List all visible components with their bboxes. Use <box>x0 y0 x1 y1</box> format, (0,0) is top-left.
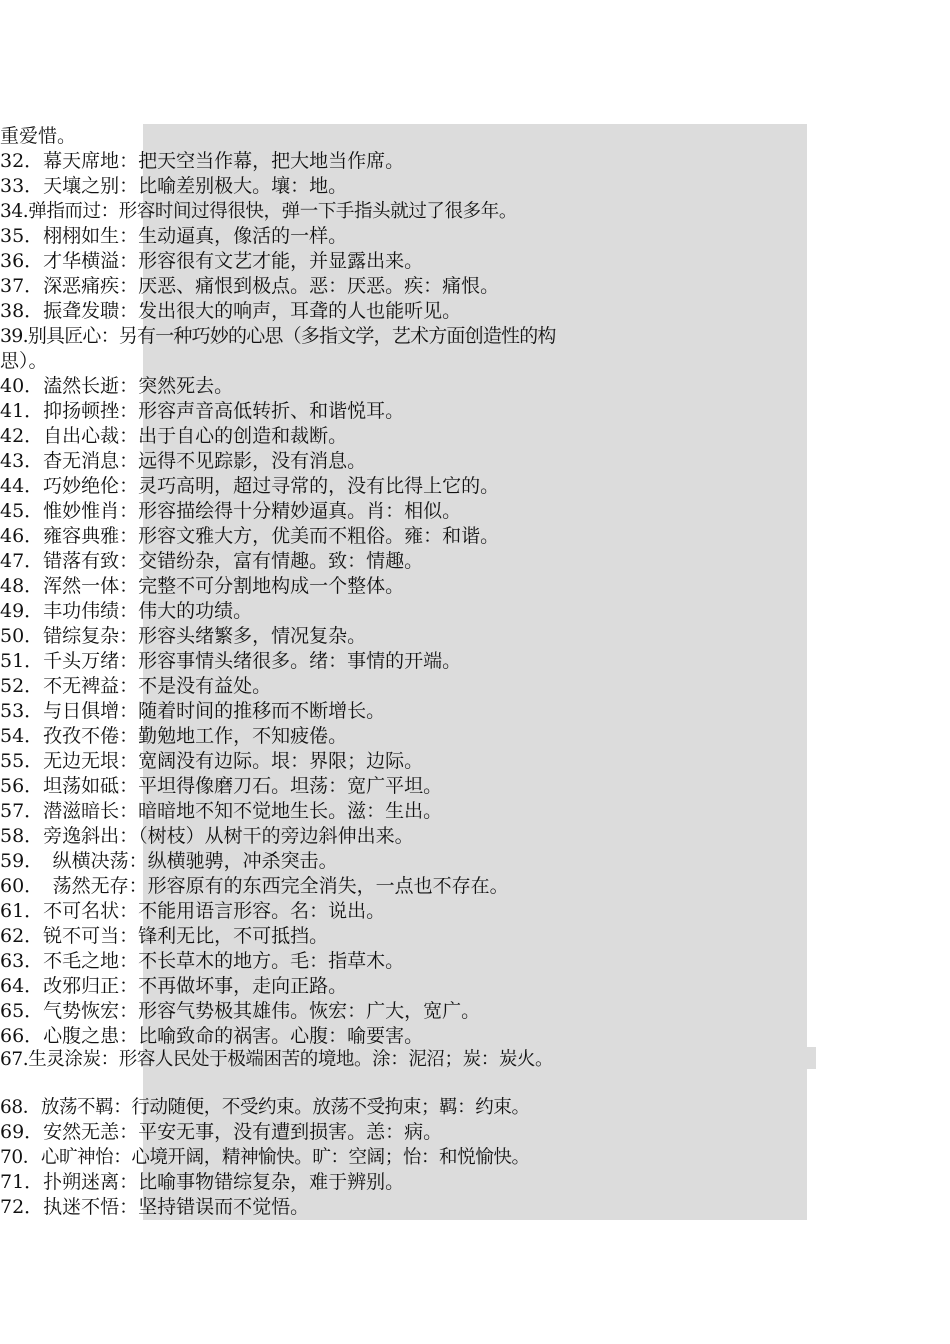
text-line: 69．安然无恙：平安无事，没有遭到损害。恙：病。 <box>0 1121 443 1143</box>
text-line: 40．溘然长逝：突然死去。 <box>0 375 234 397</box>
text-line: 66．心腹之患：比喻致命的祸害。心腹：喻要害。 <box>0 1025 424 1047</box>
text-line: 70．心旷神怡：心境开阔，精神愉快。旷：空阔；怡：和悦愉快。 <box>0 1147 530 1168</box>
text-line: 49．丰功伟绩：伟大的功绩。 <box>0 600 253 622</box>
text-line: 67.生灵涂炭：形容人民处于极端困苦的境地。涂：泥沼；炭：炭火。 <box>0 1049 554 1070</box>
text-line: 62．锐不可当：锋利无比，不可抵挡。 <box>0 925 329 947</box>
text-line: 55．无边无垠：宽阔没有边际。垠：界限；边际。 <box>0 750 424 772</box>
text-line: 重爱惜。 <box>0 125 77 147</box>
text-line: 53．与日俱增：随着时间的推移而不断增长。 <box>0 700 386 722</box>
text-line: 54．孜孜不倦：勤勉地工作，不知疲倦。 <box>0 725 348 747</box>
text-line: 60． 荡然无存：形容原有的东西完全消失，一点也不存在。 <box>0 875 509 897</box>
text-line: 37．深恶痛疾：厌恶、痛恨到极点。恶：厌恶。疾：痛恨。 <box>0 275 500 297</box>
text-line: 45．惟妙惟肖：形容描绘得十分精妙逼真。肖：相似。 <box>0 500 462 522</box>
text-line: 68．放荡不羁：行动随便，不受约束。放荡不受拘束；羁：约束。 <box>0 1097 530 1118</box>
text-line: 59． 纵横决荡：纵横驰骋，冲杀突击。 <box>0 850 338 872</box>
text-line: 35．栩栩如生：生动逼真，像活的一样。 <box>0 225 348 247</box>
text-line: 63．不毛之地：不长草木的地方。毛：指草木。 <box>0 950 405 972</box>
text-line: 48．浑然一体：完整不可分割地构成一个整体。 <box>0 575 405 597</box>
text-line: 71．扑朔迷离：比喻事物错综复杂，难于辨别。 <box>0 1171 405 1193</box>
text-line: 39.别具匠心：另有一种巧妙的心思（多指文学，艺术方面创造性的构 <box>0 325 556 347</box>
text-line: 72．执迷不悟：坚持错误而不觉悟。 <box>0 1196 310 1218</box>
text-line: 33．天壤之别：比喻差别极大。壤：地。 <box>0 175 348 197</box>
text-line: 44．巧妙绝伦：灵巧高明，超过寻常的，没有比得上它的。 <box>0 475 500 497</box>
text-line: 41．抑扬顿挫：形容声音高低转折、和谐悦耳。 <box>0 400 405 422</box>
text-line: 47．错落有致：交错纷杂，富有情趣。致：情趣。 <box>0 550 424 572</box>
text-line: 58．旁逸斜出：（树枝）从树干的旁边斜伸出来。 <box>0 825 414 847</box>
text-line: 64．改邪归正：不再做坏事，走向正路。 <box>0 975 348 997</box>
text-line: 42．自出心裁：出于自心的创造和裁断。 <box>0 425 348 447</box>
text-line: 思）。 <box>0 350 48 372</box>
text-line: 32．幕天席地：把天空当作幕，把大地当作席。 <box>0 150 405 172</box>
text-line: 65．气势恢宏：形容气势极其雄伟。恢宏：广大，宽广。 <box>0 1000 481 1022</box>
text-line: 51．千头万绪：形容事情头绪很多。绪：事情的开端。 <box>0 650 462 672</box>
text-line: 61．不可名状：不能用语言形容。名：说出。 <box>0 900 386 922</box>
text-line: 38．振聋发聩：发出很大的响声，耳聋的人也能听见。 <box>0 300 462 322</box>
text-highlight-overhang <box>807 1047 816 1069</box>
text-line: 34.弹指而过：形容时间过得很快，弹一下手指头就过了很多年。 <box>0 201 517 222</box>
text-line: 50．错综复杂：形容头绪繁多，情况复杂。 <box>0 625 367 647</box>
text-line: 46．雍容典雅：形容文雅大方，优美而不粗俗。雍：和谐。 <box>0 525 500 547</box>
text-line: 36．才华横溢：形容很有文艺才能，并显露出来。 <box>0 250 424 272</box>
text-line: 43．杳无消息：远得不见踪影，没有消息。 <box>0 450 367 472</box>
text-line: 56．坦荡如砥：平坦得像磨刀石。坦荡：宽广平坦。 <box>0 775 443 797</box>
text-line: 52．不无裨益：不是没有益处。 <box>0 675 272 697</box>
text-line <box>0 1072 664 1097</box>
text-line: 57．潜滋暗长：暗暗地不知不觉地生长。滋：生出。 <box>0 800 443 822</box>
